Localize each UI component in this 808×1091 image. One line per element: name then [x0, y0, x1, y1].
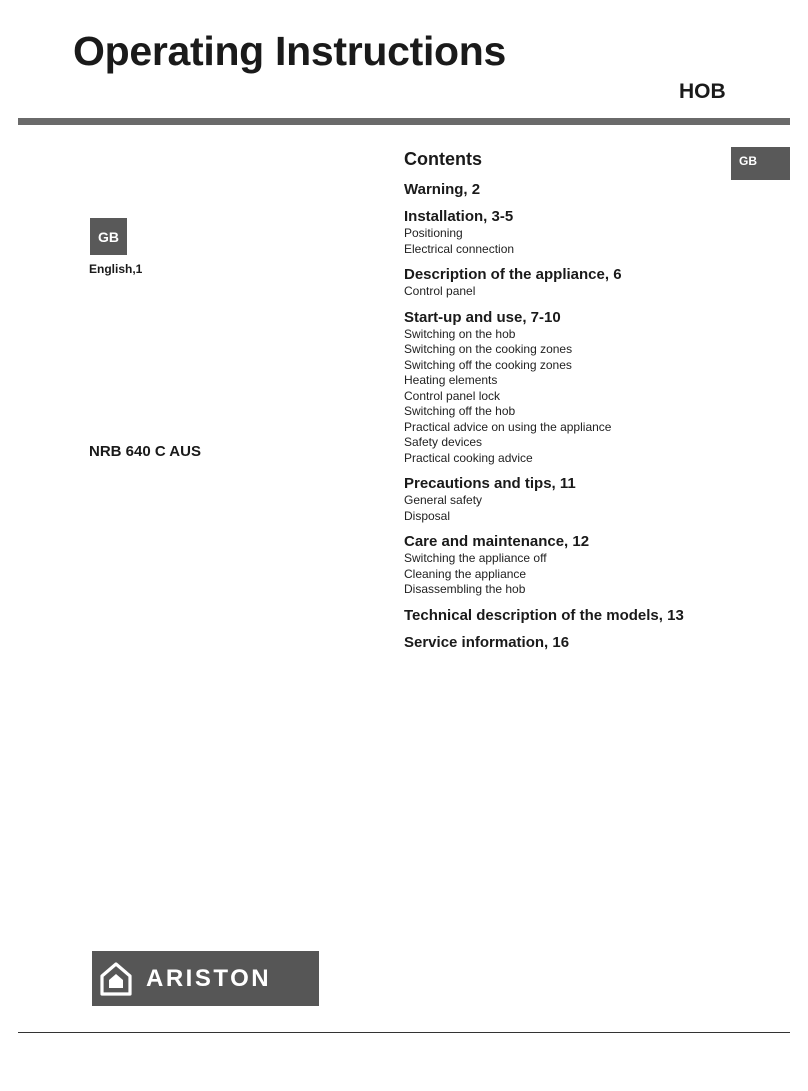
toc-section — [404, 474, 734, 524]
toc-section-title[interactable]: Start-up and use, 7-10 — [404, 308, 561, 326]
toc-subitem[interactable]: Switching off the cooking zones — [404, 357, 572, 372]
language-tab: GB — [731, 147, 790, 180]
toc-subitem[interactable]: Disposal — [404, 508, 451, 523]
toc-section — [404, 180, 734, 199]
toc-subitem[interactable]: Control panel lock — [404, 388, 501, 403]
model-number: NRB 640 C AUS — [89, 443, 201, 460]
toc-subitem[interactable]: Switching on the cooking zones — [404, 342, 573, 356]
footer-divider — [18, 1032, 790, 1033]
toc-subitem[interactable]: Safety devices — [404, 435, 483, 449]
header-divider — [18, 118, 790, 125]
toc-subitems — [404, 493, 734, 524]
toc-subitems — [404, 327, 734, 467]
toc-subitems — [404, 551, 734, 598]
toc-section — [404, 606, 734, 625]
toc-subitem[interactable]: Practical advice on using the appliance — [404, 419, 612, 434]
toc-subitem[interactable]: Switching on the hob — [404, 326, 516, 341]
ariston-house-icon — [100, 962, 132, 996]
language-link-english[interactable]: English,1 — [89, 262, 143, 276]
toc-subitem[interactable]: Practical cooking advice — [404, 450, 533, 465]
toc-section-title[interactable]: Warning, 2 — [404, 181, 481, 198]
toc-section-title[interactable]: Service information, 16 — [404, 633, 570, 651]
toc-subitems — [404, 226, 734, 257]
toc-section — [404, 265, 734, 300]
toc-subitem[interactable]: Disassembling the hob — [404, 582, 526, 596]
table-of-contents — [404, 148, 734, 660]
toc-subitem[interactable]: General safety — [404, 493, 483, 507]
toc-section-title[interactable]: Installation, 3-5 — [404, 208, 514, 225]
toc-section — [404, 633, 734, 652]
toc-subitem[interactable]: Electrical connection — [404, 241, 515, 256]
toc-section-title[interactable]: Description of the appliance, 6 — [404, 266, 622, 283]
toc-sections — [404, 180, 734, 652]
toc-section — [404, 532, 734, 598]
contents-heading: Contents — [404, 149, 482, 169]
toc-section — [404, 308, 734, 467]
toc-subitem[interactable]: Heating elements — [404, 373, 498, 387]
toc-subitem[interactable]: Switching off the hob — [404, 404, 516, 418]
toc-section-title[interactable]: Precautions and tips, 11 — [404, 475, 576, 492]
brand-name: ARISTON — [146, 964, 272, 992]
language-badge: GB — [90, 218, 127, 255]
brand-logo — [92, 951, 319, 1006]
toc-section-title[interactable]: Care and maintenance, 12 — [404, 533, 590, 550]
toc-section-title[interactable]: Technical description of the models, 13 — [404, 606, 684, 624]
product-type: HOB — [679, 80, 726, 103]
toc-section — [404, 207, 734, 257]
page-title: Operating Instructions — [73, 28, 507, 74]
toc-subitem[interactable]: Positioning — [404, 226, 463, 240]
toc-subitems — [404, 284, 734, 300]
toc-subitem[interactable]: Control panel — [404, 284, 476, 298]
toc-subitem[interactable]: Switching the appliance off — [404, 551, 547, 565]
toc-subitem[interactable]: Cleaning the appliance — [404, 566, 527, 581]
